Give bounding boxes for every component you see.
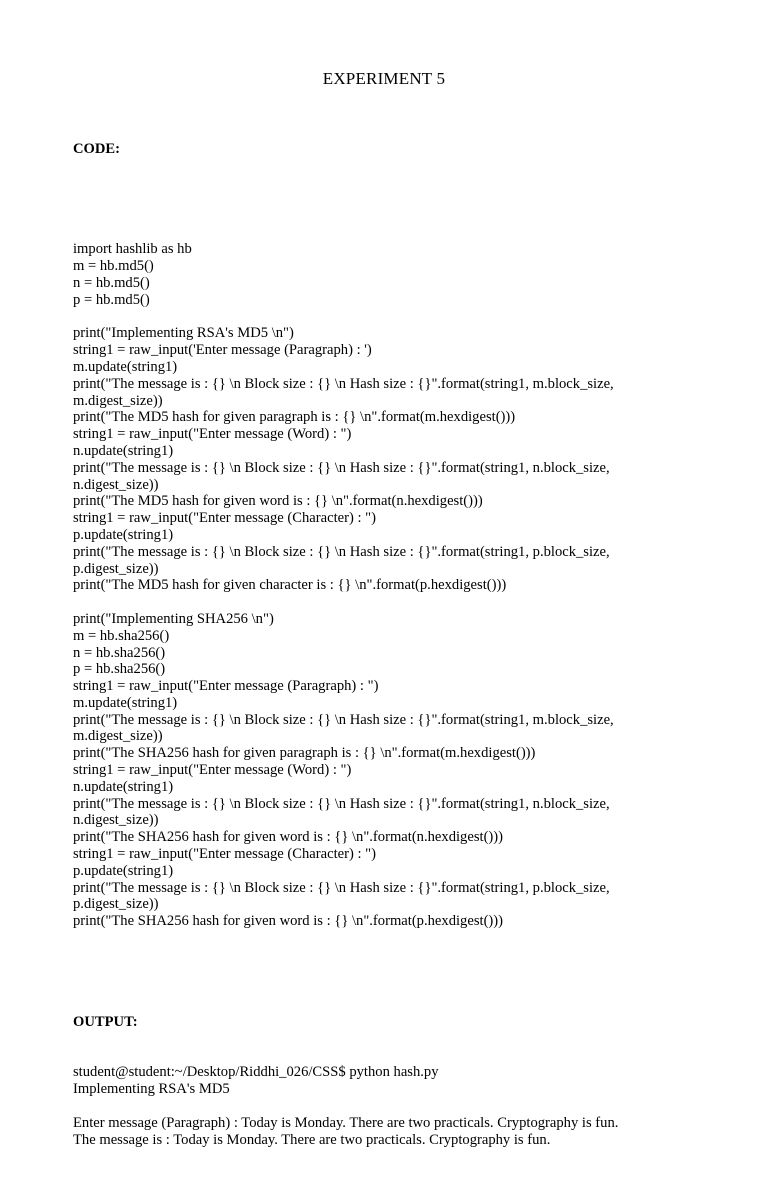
code-line: print("The SHA256 hash for given word is : {} \n".format(p.hexdigest()))	[73, 913, 504, 930]
code-block	[73, 241, 713, 930]
output-line	[73, 1098, 713, 1115]
code-line: m = hb.md5()	[73, 258, 154, 275]
code-line: n = hb.sha256()	[73, 644, 166, 661]
output-line: Enter message (Paragraph) : Today is Monday. There are two practicals. Cryptography is fun.	[73, 1114, 619, 1131]
code-line: p = hb.sha256()	[73, 661, 166, 678]
code-line: print("The message is : {} \n Block size : {} \n Hash size : {}".format(string1, n.block_size,	[73, 459, 610, 476]
code-line: m.update(string1)	[73, 694, 178, 711]
output-block	[73, 1064, 713, 1148]
code-line: m.digest_size))	[73, 392, 163, 409]
code-line: n.digest_size))	[73, 476, 159, 493]
code-line: string1 = raw_input("Enter message (Character) : ")	[73, 510, 376, 527]
code-line	[73, 594, 713, 611]
code-line: m.digest_size))	[73, 728, 163, 745]
code-line: string1 = raw_input('Enter message (Paragraph) : ')	[73, 342, 372, 359]
code-line: m.update(string1)	[73, 358, 178, 375]
code-line: m = hb.sha256()	[73, 627, 170, 644]
code-line: print("The message is : {} \n Block size : {} \n Hash size : {}".format(string1, m.block_size,	[73, 375, 614, 392]
code-line: print("The MD5 hash for given character is : {} \n".format(p.hexdigest()))	[73, 577, 507, 594]
code-line: p.update(string1)	[73, 526, 174, 543]
code-line: string1 = raw_input("Enter message (Paragraph) : ")	[73, 678, 379, 695]
code-line: print("Implementing SHA256 \n")	[73, 610, 274, 627]
code-line: print("The SHA256 hash for given word is : {} \n".format(n.hexdigest()))	[73, 829, 504, 846]
spacer	[73, 964, 713, 981]
code-line: string1 = raw_input("Enter message (Word) : ")	[73, 762, 352, 779]
code-line: print("The MD5 hash for given word is : {} \n".format(n.hexdigest()))	[73, 493, 483, 510]
code-line: string1 = raw_input("Enter message (Word) : ")	[73, 426, 352, 443]
document-title: EXPERIMENT 5	[322, 69, 446, 88]
output-line: student@student:~/Desktop/Riddhi_026/CSS$ python hash.py	[73, 1064, 439, 1081]
spacer	[73, 191, 713, 208]
code-heading: CODE:	[73, 140, 121, 157]
code-line: p.digest_size))	[73, 896, 159, 913]
output-heading: OUTPUT:	[73, 1014, 138, 1031]
code-line: n.digest_size))	[73, 812, 159, 829]
code-line: print("The message is : {} \n Block size : {} \n Hash size : {}".format(string1, p.block_size,	[73, 879, 610, 896]
code-line: print("The message is : {} \n Block size : {} \n Hash size : {}".format(string1, m.block_size,	[73, 711, 614, 728]
output-line: Implementing RSA's MD5	[73, 1081, 230, 1098]
code-line: print("The message is : {} \n Block size : {} \n Hash size : {}".format(string1, p.block_size,	[73, 543, 610, 560]
code-line: print("The MD5 hash for given paragraph is : {} \n".format(m.hexdigest()))	[73, 409, 516, 426]
code-line: print("The message is : {} \n Block size : {} \n Hash size : {}".format(string1, n.block_size,	[73, 795, 610, 812]
output-line: The message is : Today is Monday. There are two practicals. Cryptography is fun.	[73, 1131, 551, 1148]
code-line: p = hb.md5()	[73, 291, 150, 308]
code-line	[73, 309, 713, 326]
code-line: n.update(string1)	[73, 778, 174, 795]
code-line: print("Implementing RSA's MD5 \n")	[73, 325, 294, 342]
code-line: string1 = raw_input("Enter message (Character) : ")	[73, 846, 376, 863]
code-line: n = hb.md5()	[73, 274, 150, 291]
code-line: print("The SHA256 hash for given paragraph is : {} \n".format(m.hexdigest()))	[73, 745, 536, 762]
code-line: n.update(string1)	[73, 442, 174, 459]
code-line: p.update(string1)	[73, 862, 174, 879]
code-line: p.digest_size))	[73, 560, 159, 577]
code-line: import hashlib as hb	[73, 241, 192, 258]
document-body	[73, 107, 713, 1182]
